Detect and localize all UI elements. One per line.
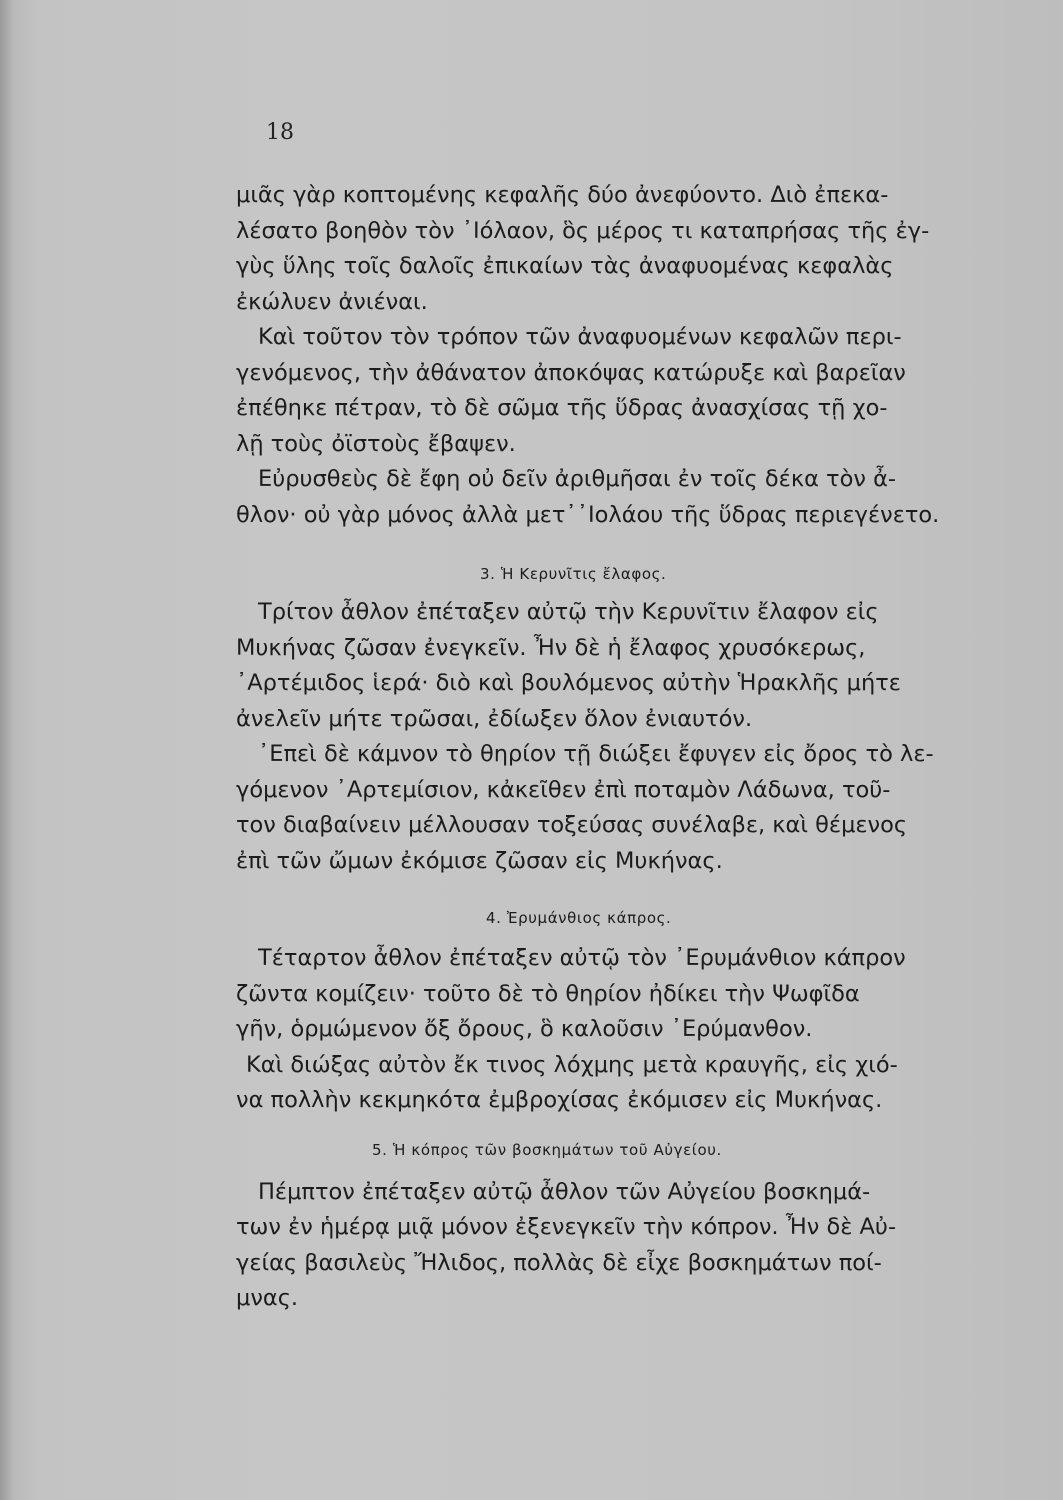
text-line: να πολλὴν κεκμηκότα ἐμβροχίσας ἐκόμισεν εἰς Μυκήνας. bbox=[236, 1087, 883, 1113]
text-line: λέσατο βοηθὸν τὸν ᾽Ιόλαον, ὃς μέρος τι καταπρήσας τῆς ἐγ- bbox=[236, 217, 930, 244]
text-line: ἀνελεῖν μήτε τρῶσαι, ἐδίωξεν ὅλον ἐνιαυτόν. bbox=[236, 705, 753, 732]
section-heading-3: 3. Ἡ Κερυνῖτις ἔλαφος. bbox=[480, 565, 667, 583]
text-line: Καὶ τοῦτον τὸν τρόπον τῶν ἀναφυομένων κεφαλῶν περι- bbox=[258, 324, 902, 350]
text-line: Εὐρυσθεὺς δὲ ἔφη οὐ δεῖν ἀριθμῆσαι ἐν τοῖς δέκα τὸν ἆ- bbox=[258, 466, 897, 492]
section-heading-4: 4. Ἐρυμάνθιος κάπρος. bbox=[486, 909, 672, 927]
text-line: Τέταρτον ἆθλον ἐπέταξεν αὐτῷ τὸν ᾽Ερυμάνθιον κάπρον bbox=[258, 945, 906, 971]
paragraph-hydra-heads bbox=[236, 178, 1026, 320]
text-line: Τρίτον ἆθλον ἐπέταξεν αὐτῷ τὴν Κερυνῖτιν ἔλαφον εἰς bbox=[258, 599, 879, 625]
page-number: 18 bbox=[266, 120, 294, 145]
paragraph-ceryneian-hind bbox=[236, 595, 1026, 737]
text-line: γενόμενος, τὴν ἀθάνατον ἀποκόψας κατώρυξε καὶ βαρεῖαν bbox=[236, 359, 906, 386]
paragraph-boar-captured bbox=[236, 1048, 1026, 1119]
text-line: μνας. bbox=[236, 1285, 299, 1311]
text-line: ἐπὶ τῶν ὤμων ἐκόμισε ζῶσαν εἰς Μυκήνας. bbox=[236, 847, 723, 874]
text-line: ᾽Επεὶ δὲ κάμνον τὸ θηρίον τῇ διώξει ἔφυγεν εἰς ὄρος τὸ λε- bbox=[258, 741, 934, 767]
text-line: Μυκήνας ζῶσαν ἐνεγκεῖν. Ἦν δὲ ἡ ἔλαφος χρυσόκερως, bbox=[236, 634, 866, 661]
text-line: ἐκώλυεν ἀνιέναι. bbox=[236, 288, 428, 315]
paragraph-erymanthian-boar bbox=[236, 941, 1026, 1048]
page-body bbox=[236, 178, 1026, 1317]
text-line: γὺς ὕλης τοῖς δαλοῖς ἐπικαίων τὰς ἀναφυομένας κεφαλὰς bbox=[236, 253, 894, 279]
text-line: ἐπέθηκε πέτραν, τὸ δὲ σῶμα τῆς ὕδρας ἀνασχίσας τῇ χο- bbox=[236, 395, 888, 421]
paragraph-hydra-buried bbox=[236, 320, 1026, 462]
text-line: θλον· οὐ γὰρ μόνος ἀλλὰ μετ᾽᾽Ιολάου τῆς ὕδρας περιεγένετο. bbox=[236, 501, 940, 528]
text-line: τον διαβαίνειν μέλλουσαν τοξεύσας συνέλαβε, καὶ θέμενος bbox=[236, 812, 908, 838]
text-line: μιᾶς γὰρ κοπτομένης κεφαλῆς δύο ἀνεφύοντο. Διὸ ἐπεκα- bbox=[236, 182, 889, 208]
paragraph-augean-stables bbox=[236, 1175, 1026, 1317]
text-line: ᾽Αρτέμιδος ἱερά· διὸ καὶ βουλόμενος αὐτὴν Ἡρακλῆς μήτε bbox=[236, 670, 901, 696]
paragraph-eurystheus bbox=[236, 462, 1026, 533]
text-line: ζῶντα κομίζειν· τοῦτο δὲ τὸ θηρίον ἠδίκει τὴν Ψωφῖδα bbox=[236, 980, 860, 1007]
text-line: των ἐν ἡμέρᾳ μιᾷ μόνον ἐξενεγκεῖν τὴν κόπρον. Ἦν δὲ Αὐ- bbox=[236, 1214, 897, 1240]
text-line: γῆν, ὁρμώμενον ὄξ ὄρους, ὃ καλοῦσιν ᾽Ερύμανθον. bbox=[236, 1016, 813, 1042]
text-line: γόμενον ᾽Αρτεμίσιον, κἀκεῖθεν ἐπὶ ποταμὸν Λάδωνα, τοῦ- bbox=[236, 776, 891, 803]
text-line: Καὶ διώξας αὐτὸν ἔκ τινος λόχμης μετὰ κραυγῆς, εἰς χιό- bbox=[246, 1051, 898, 1078]
paragraph-hind-captured bbox=[236, 737, 1026, 879]
text-line: λῇ τοὺς ὀϊστοὺς ἔβαψεν. bbox=[236, 430, 516, 457]
text-line: Πέμπτον ἐπέταξεν αὐτῷ ἆθλον τῶν Αὐγείου βοσκημά- bbox=[258, 1178, 871, 1205]
section-heading-5: 5. Ἡ κόπρος τῶν βοσκημάτων τοῦ Αὐγείου. bbox=[372, 1140, 722, 1159]
text-line: γείας βασιλεὺς Ἤλιδος, πολλὰς δὲ εἶχε βοσκημάτων ποί- bbox=[236, 1249, 882, 1276]
